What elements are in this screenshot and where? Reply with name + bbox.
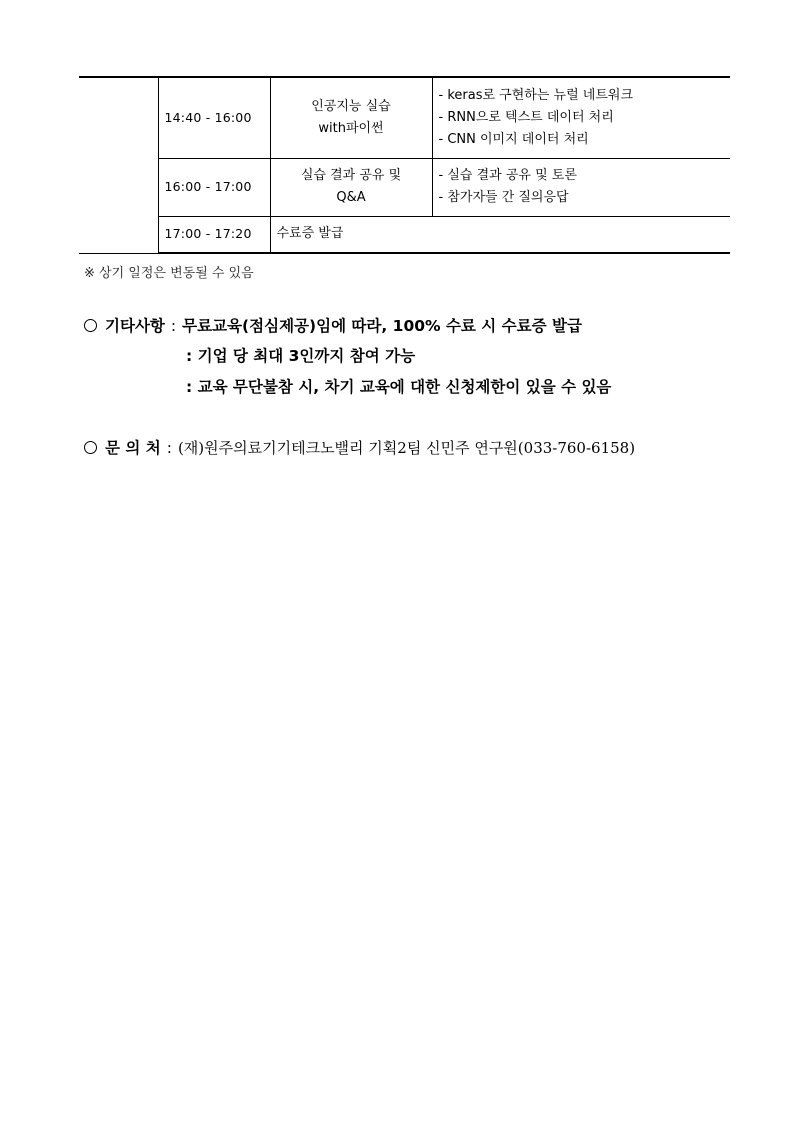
table-row (79, 77, 730, 158)
other-label: 기타사항 (105, 317, 165, 335)
contact-info (84, 436, 635, 458)
details-cell (432, 158, 730, 216)
time-cell: 17:00 - 17:20 (158, 216, 270, 253)
other-info (84, 314, 582, 336)
other-colon: : (170, 317, 177, 335)
subject-line: 실습 결과 공유 및 (300, 168, 402, 183)
subject-cell (270, 158, 432, 216)
time-cell: 16:00 - 17:00 (158, 158, 270, 216)
circle-bullet-icon (84, 441, 97, 454)
detail-line: - 참가자들 간 질의응답 (438, 190, 569, 205)
subject-cell: 수료증 발급 (270, 216, 730, 253)
detail-line: - CNN 이미지 데이터 처리 (438, 131, 589, 147)
contact-value: (재)원주의료기기테크노밸리 기획2팀 신민주 연구원(033-760-6158) (177, 439, 636, 457)
time-cell: 14:40 - 16:00 (158, 77, 270, 158)
other-line: : 교육 무단불참 시, 차기 교육에 대한 신청제한이 있을 수 있음 (186, 378, 612, 396)
blank-cell (79, 77, 158, 253)
detail-line: - keras로 구현하는 뉴럴 네트워크 (438, 87, 634, 103)
subject-line: Q&A (336, 190, 366, 205)
schedule-note: ※ 상기 일정은 변동될 수 있음 (84, 266, 254, 281)
other-line: 무료교육(점심제공)임에 따라, 100% 수료 시 수료증 발급 (182, 317, 582, 335)
other-line: : 기업 당 최대 3인까지 참여 가능 (186, 347, 416, 365)
subject-cell (270, 77, 432, 158)
contact-colon: : (166, 439, 172, 457)
subject-line: 인공지능 실습 (311, 98, 391, 114)
details-cell (432, 77, 730, 158)
contact-label: 문 의 처 (105, 439, 161, 457)
table-row (79, 216, 730, 253)
subject-line: with파이썬 (318, 120, 384, 136)
schedule-table (79, 76, 730, 254)
circle-bullet-icon (84, 319, 97, 332)
detail-line: - 실습 결과 공유 및 토론 (438, 168, 577, 183)
table-row (79, 158, 730, 216)
detail-line: - RNN으로 텍스트 데이터 처리 (438, 109, 614, 125)
